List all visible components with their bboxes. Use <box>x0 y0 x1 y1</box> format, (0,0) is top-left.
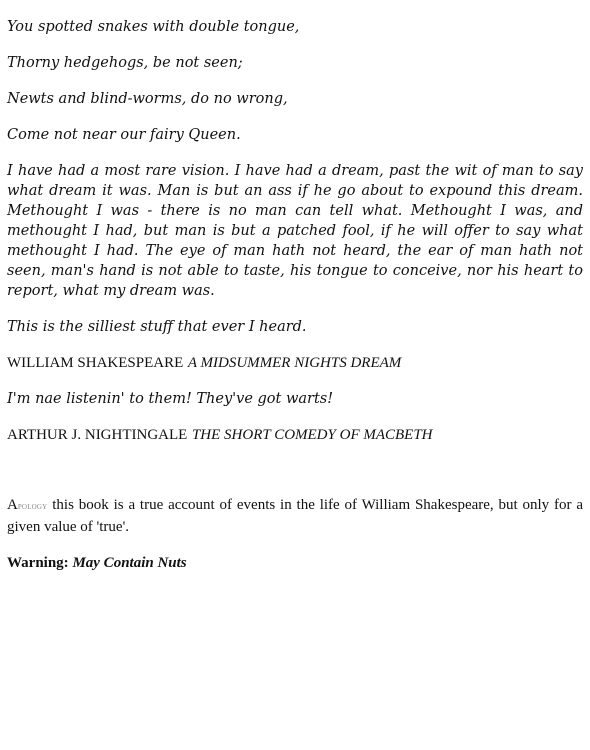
warning-label: Warning: <box>7 555 69 571</box>
attribution-author: WILLIAM SHAKESPEARE <box>7 355 184 371</box>
attribution-author: ARTHUR J. NIGHTINGALE <box>7 427 188 443</box>
warts-quote: I'm nae listenin' to them! They've got warts! <box>7 391 334 407</box>
silliest-quote: This is the silliest stuff that ever I heard. <box>7 319 307 335</box>
warning-line <box>7 553 583 573</box>
apology-heading-cap: A <box>7 497 18 513</box>
vision-paragraph: I have had a most rare vision. I have had a dream, past the wit of man to say what dream it was. Man is but an ass if he go about to expound this dream. Methought I was - there is no man can tell what. Methought I was, and methought I had, but man is but a patched fool, if he will offer to say what methought I had. The eye of man hath not heard, the ear of man hath not seen, man's hand is not able to taste, his tongue to conceive, nor his heart to report, what my dream was. <box>7 163 583 299</box>
apology-text: this book is a true account of events in the life of William Shakespeare, but only for a given value of 'true'. <box>7 497 583 535</box>
apology-heading-rest: POLOGY <box>17 503 48 511</box>
poem-line-1: You spotted snakes with double tongue, <box>7 19 300 35</box>
attribution-work: A MIDSUMMER NIGHTS DREAM <box>187 355 402 371</box>
attribution-work: THE SHORT COMEDY OF MACBETH <box>191 427 433 443</box>
poem-line-4: Come not near our fairy Queen. <box>7 127 241 143</box>
poem-line-2: Thorny hedgehogs, be not seen; <box>7 55 243 71</box>
apology-paragraph <box>7 495 583 537</box>
document-page <box>7 17 583 589</box>
attribution-nightingale <box>7 425 583 445</box>
poem-line-3: Newts and blind-worms, do no wrong, <box>7 91 288 107</box>
warning-text: May Contain Nuts <box>72 555 187 571</box>
attribution-shakespeare <box>7 353 583 373</box>
